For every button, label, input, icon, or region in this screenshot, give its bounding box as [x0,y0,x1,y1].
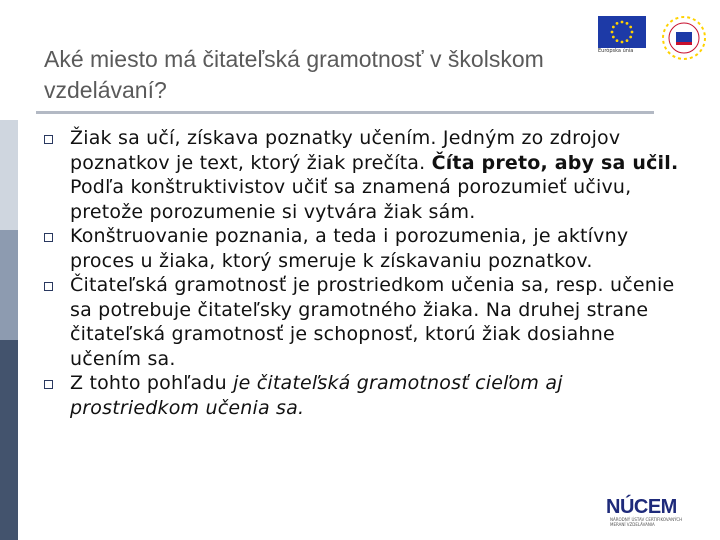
bullet-text: je čitateľská gramotnosť cieľom aj prostriedkom učenia sa. [70,372,563,419]
square-bullet-icon [44,233,53,242]
title-divider [36,111,654,114]
nucem-logo: NÚCEM [606,496,677,518]
stripe-segment [0,340,18,540]
eu-star-icon [621,21,624,24]
bullet-item [44,224,684,273]
bullet-item [44,273,684,371]
eu-star-icon [626,39,629,42]
square-bullet-icon [44,135,53,144]
square-bullet-icon [44,282,53,291]
stripe-segment [0,120,18,230]
stripe-segment [0,0,18,120]
operational-program-seal-icon [660,14,708,62]
bullet-item [44,126,684,224]
eu-star-icon [629,26,632,29]
bullet-text: Žiak sa učí, získava poznatky učením. Jedným zo zdrojov poznatkov je text, ktorý žiak prečíta. [70,127,621,174]
bullet-item [44,371,684,420]
bullet-list [44,126,684,420]
bullet-text: Z tohto pohľadu [70,372,234,394]
bullet-text: Podľa konštruktivistov učiť sa znamená porozumieť učivu, pretože porozumenie si vytvára žiak sám. [70,176,632,223]
eu-star-icon [612,26,615,29]
eu-star-icon [611,31,614,34]
eu-star-icon [612,36,615,39]
square-bullet-icon [44,380,53,389]
slide-title: Aké miesto má čitateľská gramotnosť v školskom vzdelávaní? [44,46,544,103]
eu-star-icon [626,22,629,25]
eu-star-icon [616,22,619,25]
eu-star-icon [629,36,632,39]
bullet-text: Číta preto, aby sa učil. [431,151,679,174]
nucem-subtitle: NÁRODNÝ ÚSTAV CERTIFIKOVANÝCH MERANÍ VZDELÁVANIA [610,517,683,527]
eu-star-icon [631,31,634,34]
bullet-text: Konštruovanie poznania, a teda i porozumenia, je aktívny proces u žiaka, ktorý smeruje k získavaniu poznatkov. [70,225,629,272]
side-stripe [0,0,18,540]
eu-star-icon [616,39,619,42]
stripe-segment [0,230,18,340]
eu-star-icon [621,41,624,44]
bullet-text: Čitateľská gramotnosť je prostriedkom učenia sa, resp. učenie sa potrebuje čitateľsky gramotného žiaka. Na druhej strane čitateľská gramotnosť je schopnosť, ktorú žiak dosiahne učením sa. [70,274,675,370]
eu-caption: Európska únia [598,48,634,54]
